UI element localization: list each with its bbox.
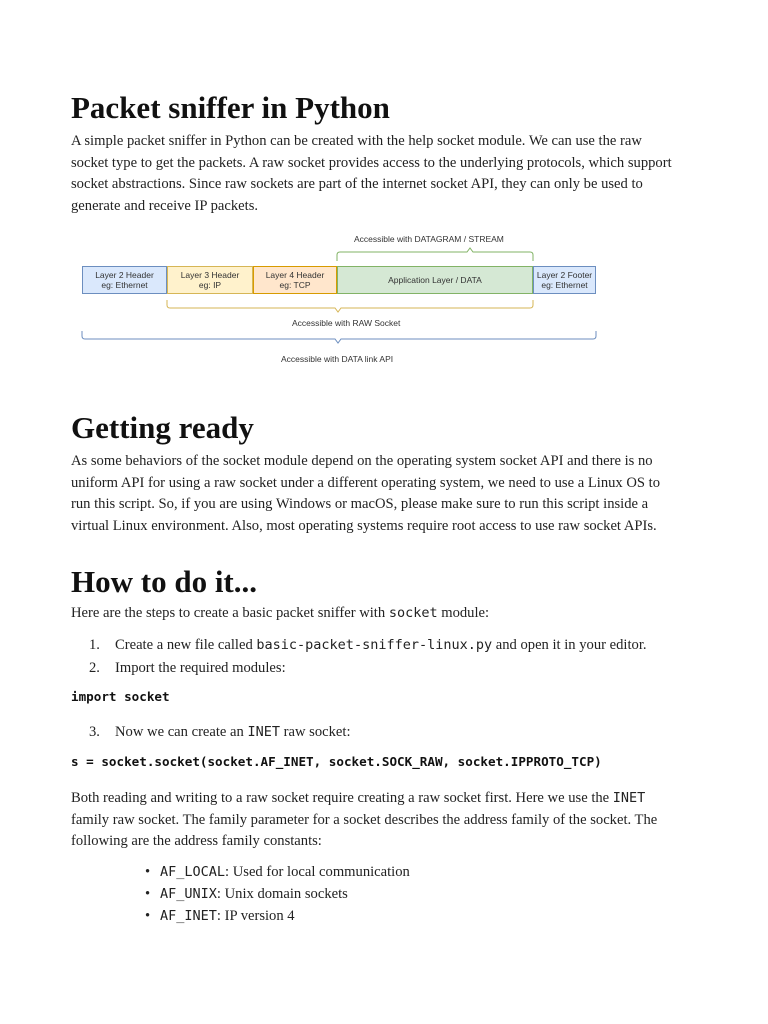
box-line: eg: IP <box>198 280 222 290</box>
bullet-glyph: • <box>145 886 151 902</box>
intro-paragraph <box>71 131 696 217</box>
bullet-text: : Unix domain sockets <box>216 886 348 902</box>
raw-socket-label: Accessible with RAW Socket <box>292 318 401 328</box>
bullet-text: : IP version 4 <box>216 908 295 924</box>
bullet-af-inet <box>145 908 295 925</box>
step-number: 3. <box>89 724 100 740</box>
bullet-glyph: • <box>145 864 151 880</box>
code-import-socket: import socket <box>71 689 170 704</box>
section-heading-how-to: How to do it... <box>71 564 257 599</box>
application-layer-box <box>337 266 533 294</box>
step-text: and open it in your editor. <box>492 637 647 653</box>
address-family-paragraph <box>71 788 696 853</box>
paragraph-line: following are the address family constants: <box>71 833 322 849</box>
intro-text: Here are the steps to create a basic packet sniffer with <box>71 605 389 621</box>
step-1 <box>89 637 647 654</box>
inline-code-inet: INET <box>612 790 646 806</box>
box-line: eg: TCP <box>279 280 311 290</box>
code-create-socket: s = socket.socket(socket.AF_INET, socket.SOCK_RAW, socket.IPPROTO_TCP) <box>71 754 602 769</box>
inline-code-af-local: AF_LOCAL <box>160 864 226 880</box>
intro-line: socket abstractions. Since raw sockets are part of the internet socket API, they can only be used to <box>71 176 643 192</box>
box-line: eg: Ethernet <box>541 280 588 290</box>
how-to-intro <box>71 603 696 625</box>
layer4-header-box <box>253 266 337 294</box>
section-heading-packet-sniffer: Packet sniffer in Python <box>71 90 390 125</box>
layer2-footer-box <box>533 266 596 294</box>
box-line: Layer 2 Header <box>95 270 154 280</box>
box-line: Layer 4 Header <box>265 270 325 280</box>
paragraph-line: virtual Linux environment. Also, most operating systems require root access to use raw socket APIs. <box>71 517 657 534</box>
section-heading-getting-ready: Getting ready <box>71 410 254 445</box>
step-text: Import the required modules: <box>115 660 286 676</box>
step-text: raw socket: <box>280 724 351 740</box>
bullet-glyph: • <box>145 908 151 924</box>
inline-code-af-unix: AF_UNIX <box>160 886 217 902</box>
paragraph-line: Both reading and writing to a raw socket require creating a raw socket first. Here we use the <box>71 790 613 806</box>
inline-code-af-inet: AF_INET <box>160 908 217 924</box>
box-line: Layer 2 Footer <box>536 270 593 280</box>
paragraph-line: run this script. So, if you are using Windows or macOS, please make sure to run this script inside a <box>71 496 649 512</box>
step-text: Create a new file called <box>115 637 257 653</box>
bullet-text: : Used for local communication <box>225 864 410 880</box>
bullet-af-unix <box>145 886 348 903</box>
step-number: 1. <box>89 637 100 653</box>
box-line: Layer 3 Header <box>180 270 240 280</box>
layer2-header-box <box>82 266 167 294</box>
bullet-af-local <box>145 864 410 881</box>
datalink-api-label: Accessible with DATA link API <box>281 354 394 364</box>
step-text: Now we can create an <box>115 724 248 740</box>
intro-line: generate and receive IP packets. <box>71 197 259 214</box>
box-line: Application Layer / DATA <box>388 275 482 285</box>
diagram-braces <box>71 228 611 368</box>
intro-text: module: <box>437 605 490 621</box>
step-3 <box>89 724 351 741</box>
box-line: eg: Ethernet <box>101 280 148 290</box>
paragraph-line: uniform API for using a raw socket under a different operating system, we need to use a Linux OS to <box>71 474 661 491</box>
datagram-stream-label: Accessible with DATAGRAM / STREAM <box>354 234 504 244</box>
inline-code-inet: INET <box>247 724 280 740</box>
paragraph-line: As some behaviors of the socket module depend on the operating system socket API and there is no <box>71 453 653 469</box>
step-number: 2. <box>89 660 100 676</box>
socket-layers-diagram <box>71 228 611 368</box>
paragraph-line: family raw socket. The family parameter for a socket describes the address family of the socket. The <box>71 811 658 828</box>
getting-ready-paragraph <box>71 451 696 537</box>
layer3-header-box <box>167 266 253 294</box>
intro-line: socket type to get the packets. A raw socket provides access to the underlying protocols, which support <box>71 154 672 171</box>
step-2 <box>89 660 286 677</box>
inline-code-socket: socket <box>388 605 438 621</box>
intro-line: A simple packet sniffer in Python can be created with the help socket module. We can use the raw <box>71 133 642 149</box>
inline-code-filename: basic-packet-sniffer-linux.py <box>256 637 493 653</box>
